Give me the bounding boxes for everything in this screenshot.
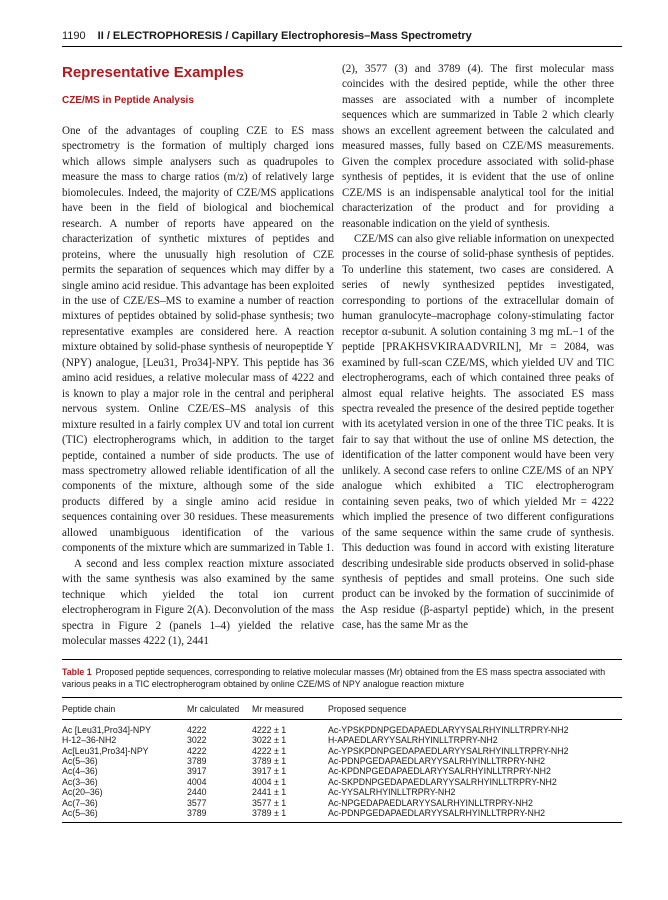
table-body	[62, 719, 622, 823]
cell-proposed-sequence: Ac-NPGEDAPAEDLARYYSALRHYINLLTRPRY-NH2	[328, 797, 533, 808]
cell-peptide-chain: Ac(20–36)	[62, 787, 103, 798]
cell-peptide-chain: Ac(4–36)	[62, 766, 98, 777]
page-number: 1190	[62, 30, 86, 42]
cell-proposed-sequence: Ac-YPSKPDNPGEDAPAEDLARYYSALRHYINLLTRPRY-NH2	[328, 745, 569, 756]
cell-peptide-chain: Ac[Leu31,Pro34]-NPY	[62, 745, 149, 756]
cell-mr-measured: 2441 ± 1	[252, 787, 287, 798]
cell-mr-calculated: 4004	[187, 776, 207, 787]
table-label: Table 1	[62, 667, 92, 677]
section-title: Representative Examples	[62, 64, 244, 81]
table-row	[62, 719, 622, 735]
cell-mr-calculated: 3577	[187, 797, 207, 808]
table-row	[62, 777, 622, 787]
cell-mr-measured: 4222 ± 1	[252, 724, 287, 735]
cell-mr-measured: 4004 ± 1	[252, 776, 287, 787]
cell-mr-measured: 3917 ± 1	[252, 766, 287, 777]
right-paragraph-1: (2), 3577 (3) and 3789 (4). The first molecular mass coincides with the desired peptide, while the other three masses are associated with a number of incomplete sequences which are summarized in Table 2 which clearly shows an excellent agreement between the calculated and measured masses, fully based on CZE/MS measurements. Given the complex procedure associated with solid-phase synthesis of peptides, it is evident that the use of online CZE/MS is an indispensable analytical tool for the initial characterization of the product and for providing a reasonable indication on the yield of synthesis.	[342, 63, 614, 230]
cell-mr-calculated: 2440	[187, 787, 207, 798]
cell-mr-measured: 3577 ± 1	[252, 797, 287, 808]
running-header	[62, 30, 622, 42]
table-caption-text: Proposed peptide sequences, corresponding to relative molecular masses (Mr) obtained from the ES mass spectra associated with various peaks in a TIC electropherogram obtained by online CZE/MS of NPY analogue reaction mixture	[62, 667, 606, 690]
right-column	[342, 62, 614, 634]
cell-mr-calculated: 3789	[187, 808, 252, 823]
cell-peptide-chain: Ac(5–36)	[62, 756, 98, 767]
cell-proposed-sequence: H-APAEDLARYYSALRHYINLLTRPRY-NH2	[328, 735, 498, 746]
column-header-mr-measured: Mr measured	[252, 698, 328, 720]
column-header-mr-calculated: Mr calculated	[187, 698, 252, 720]
running-title: II / ELECTROPHORESIS / Capillary Electrophoresis–Mass Spectrometry	[97, 30, 472, 42]
cell-mr-measured: 4222 ± 1	[252, 745, 287, 756]
cell-proposed-sequence: Ac-PDNPGEDAPAEDLARYYSALRHYINLLTRPRY-NH2	[328, 756, 546, 767]
table-1	[62, 659, 622, 823]
table-row	[62, 746, 622, 756]
cell-peptide-chain: H-12–36-NH2	[62, 735, 117, 746]
table-row	[62, 766, 622, 776]
cell-peptide-chain: Ac(3–36)	[62, 776, 98, 787]
table-row	[62, 798, 622, 808]
cell-peptide-chain: Ac(5–36)	[62, 808, 187, 823]
cell-peptide-chain: Ac(7–36)	[62, 797, 98, 808]
data-table	[62, 698, 622, 824]
cell-proposed-sequence: Ac-PDNPGEDAPAEDLARYYSALRHYINLLTRPRY-NH2	[328, 808, 622, 823]
table-row	[62, 787, 622, 797]
table-top-rule	[62, 659, 622, 660]
cell-mr-calculated: 3917	[187, 766, 207, 777]
left-paragraph-2: A second and less complex reaction mixture associated with the same synthesis was also examined by the same technique which yielded the total ion current electropherogram in Figure 2(A). Deconvolution of the mass spectra in Figure 2 (panels 1–4) yielded the relative molecular masses 4222 (1), 2441	[62, 557, 334, 647]
cell-peptide-chain: Ac [Leu31,Pro34]-NPY	[62, 724, 151, 735]
cell-mr-measured: 3789 ± 1	[252, 756, 287, 767]
column-header-proposed-sequence: Proposed sequence	[328, 698, 622, 720]
cell-mr-measured: 3789 ± 1	[252, 808, 328, 823]
cell-mr-calculated: 4222	[187, 724, 207, 735]
cell-mr-calculated: 3022	[187, 735, 207, 746]
cell-mr-measured: 3022 ± 1	[252, 735, 287, 746]
left-paragraph-1: One of the advantages of coupling CZE to ES mass spectrometry is the formation of multiply charged ions which allows simple analysers such as quadrupoles to measure the mass to charge ratios (m/z) of relatively large biomolecules. Indeed, the majority of CZE/MS applications have been in the field of biological and biochemical research. A number of reports have appeared on the characterization of synthetic mixtures of peptides and proteins, where the unusually high resolution of CZE permits the separation of sequences which may differ by a single amino acid residue. This advantage has been exploited in the use of CZE/ES–MS to examine a number of reaction mixtures of peptides obtained by solid-phase synthesis; two representative examples are considered here. A reaction mixture obtained by solid-phase synthesis of neuropeptide Y (NPY) analogue, [Leu31, Pro34]-NPY. This peptide has 36 amino acid residues, a relative molecular mass of 4222 and is known to play a major role in the central and peripheral nervous system. Online CZE/ES–MS analysis of this mixture resulted in a fairly complex UV and total ion current (TIC) electropherograms which, in addition to the target peptide, contained a number of side products. The use of mass spectrometry allowed reliable identification of all the components of the mixture, although some of the side products differed by a single amino acid residue in sequences containing over 30 residues. These measurements allowed unambiguous identification of the various components of the mixture which are summarized in Table 1.	[62, 125, 334, 555]
header-rule	[62, 46, 622, 47]
table-header-row	[62, 698, 622, 720]
cell-proposed-sequence: Ac-SKPDNPGEDAPAEDLARYYSALRHYINLLTRPRY-NH2	[328, 776, 557, 787]
right-paragraph-2: CZE/MS can also give reliable information on unexpected processes in the course of solid-phase synthesis of peptides. To underline this statement, two cases are considered. A series of newly synthesized peptides investigated, corresponding to portions of the extracellular domain of human granulocyte–macrophage colony-stimulating factor receptor α-subunit. A solution containing 3 mg mL−1 of the peptide [PRAKHSVKIRAADVRILN], Mr = 2084, was examined by full-scan CZE/MS, which yielded UV and TIC electropherograms, each of which contained three peaks of almost equal relative heights. The associated ES mass spectra revealed the presence of the desired peptide together with its acetylated version in one of the three TIC peaks. It is fair to say that without the use of online MS detection, the identification of the latter component would have been very unlikely. A second case refers to online CZE/MS of an NPY analogue which exhibited a TIC electropherogram containing seven peaks, two of which yielded Mr = 4222 which implied the presence of two different configurations of the same sequence within the same crude of synthesis. This deduction was found in accord with existing literature describing undesirable side products observed in solid-phase synthesis of peptides and small proteins. One such side product can be invoked by the formation of succinimide of the Asp residue (β-aspartyl peptide) which, in the present case, has the same Mr as the	[342, 232, 614, 632]
cell-proposed-sequence: Ac-KPDNPGEDAPAEDLARYYSALRHYINLLTRPRY-NH2	[328, 766, 551, 777]
table-row	[62, 808, 622, 823]
cell-proposed-sequence: Ac-YPSKPDNPGEDAPAEDLARYYSALRHYINLLTRPRY-NH2	[328, 724, 569, 735]
table-row	[62, 756, 622, 766]
table-row	[62, 735, 622, 745]
column-header-peptide-chain: Peptide chain	[62, 698, 187, 720]
cell-proposed-sequence: Ac-YYSALRHYINLLTRPRY-NH2	[328, 787, 456, 798]
table-caption	[62, 666, 622, 691]
cell-mr-calculated: 3789	[187, 756, 207, 767]
subsection-title: CZE/MS in Peptide Analysis	[62, 95, 194, 106]
left-column	[62, 62, 334, 649]
cell-mr-calculated: 4222	[187, 745, 207, 756]
